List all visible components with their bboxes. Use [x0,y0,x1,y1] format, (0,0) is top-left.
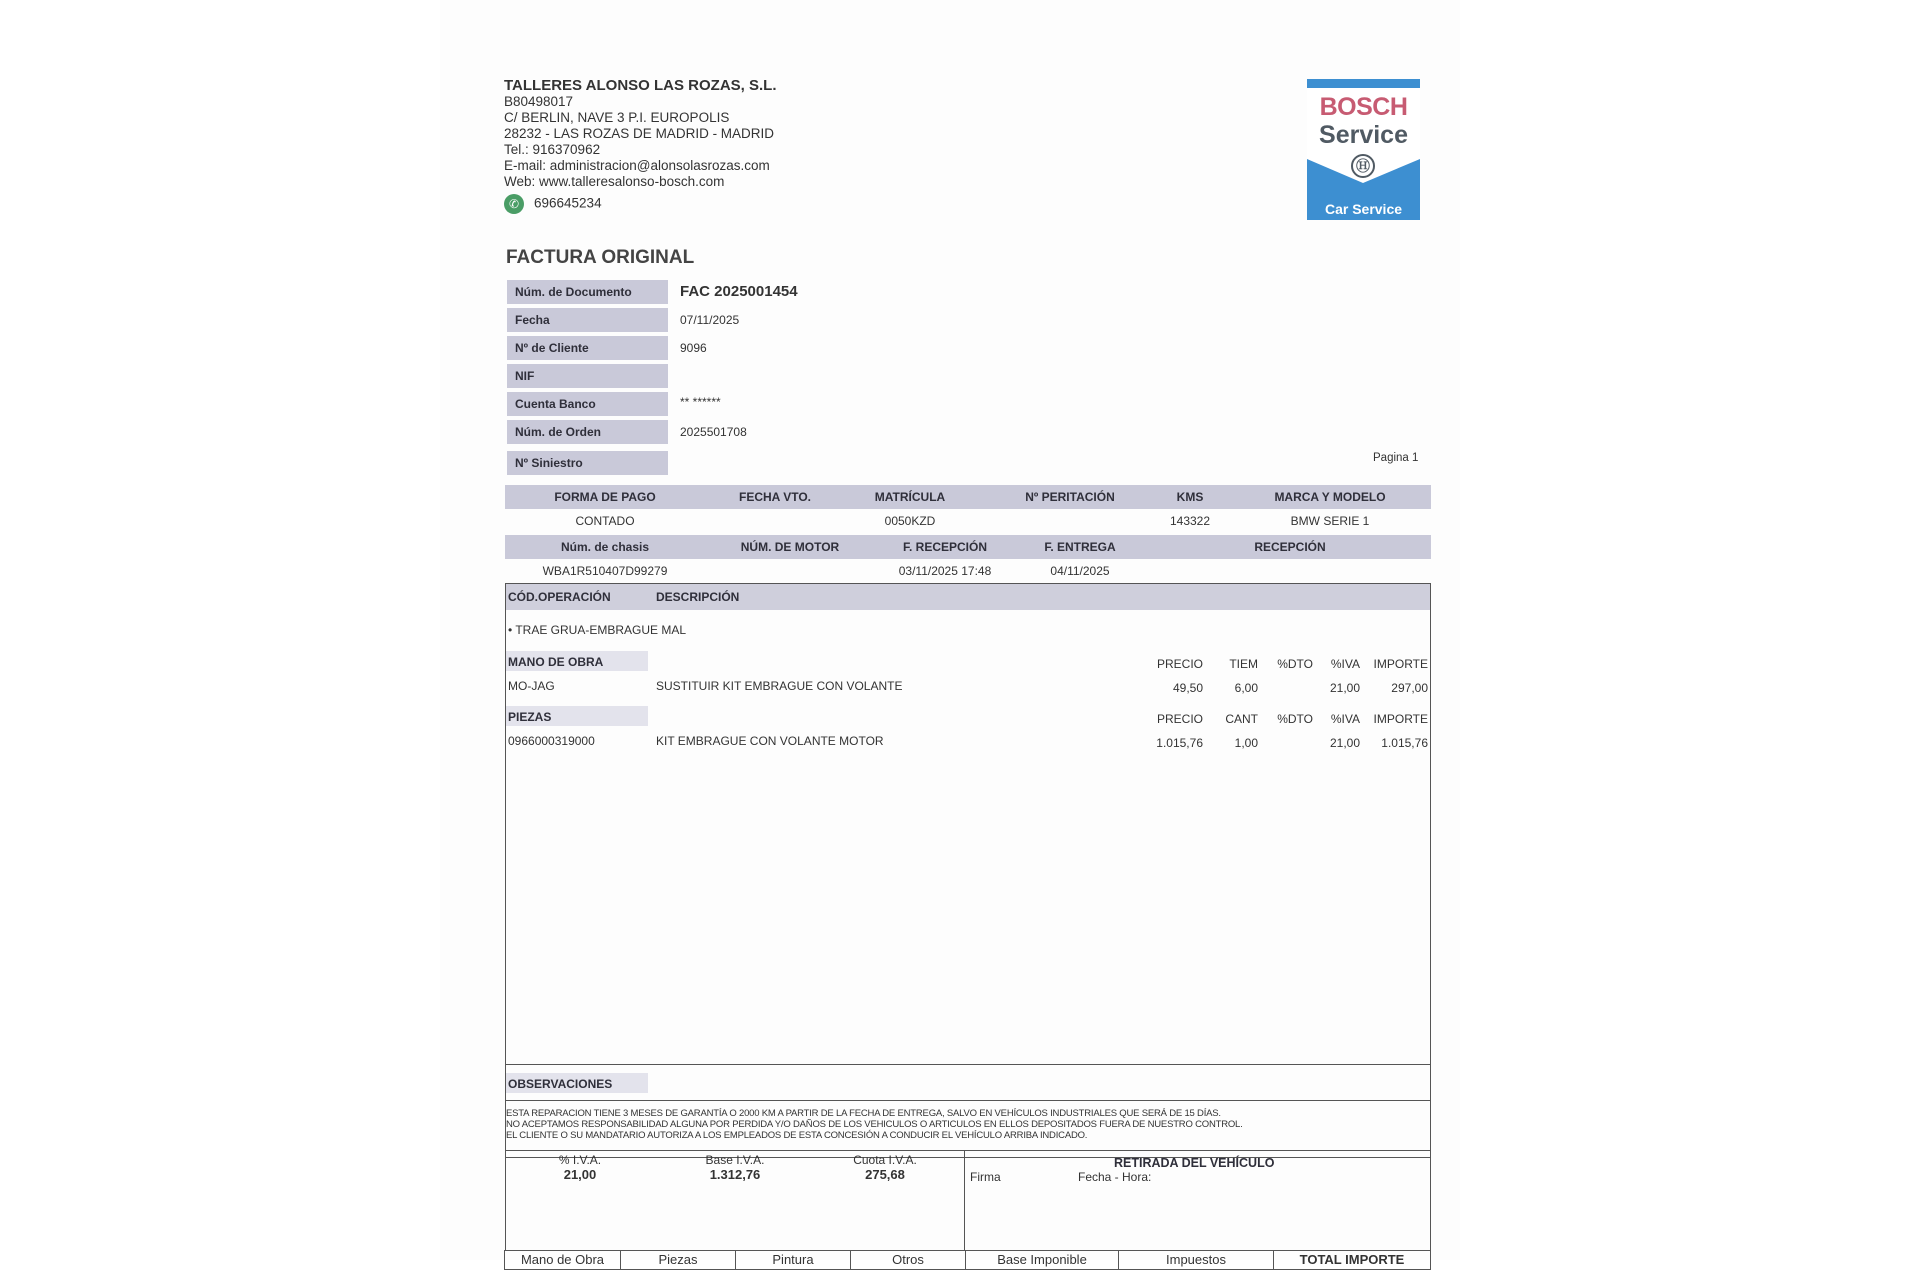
meta-value-cliente: 9096 [680,341,707,355]
company-name: TALLERES ALONSO LAS ROZAS, S.L. [504,77,777,94]
col-f-entrega: F. ENTREGA [1044,540,1116,554]
observaciones-top-rule [505,1064,1431,1065]
parts-item-code: 0966000319000 [508,734,595,748]
col-recepcion: RECEPCIÓN [1254,540,1326,554]
labor-item-iva: 21,00 [1329,681,1360,695]
logo-brand: BOSCH [1319,93,1408,121]
parts-item-precio: 1.015,76 [1156,736,1203,750]
footer-mano-obra: Mano de Obra [504,1250,621,1270]
parts-item-desc: KIT EMBRAGUE CON VOLANTE MOTOR [656,734,884,748]
footer-pintura: Pintura [735,1250,851,1270]
col-marca-modelo: MARCA Y MODELO [1274,490,1386,504]
meta-value-cuenta: ** ****** [680,395,721,409]
col-fecha-vto: FECHA VTO. [738,490,811,504]
val-kms: 143322 [1169,514,1211,528]
base-iva-label: Base I.V.A. [705,1153,765,1167]
logo-service: Service [1319,121,1408,149]
parts-col-importe: IMPORTE [1373,712,1428,726]
val-marca-modelo: BMW SERIE 1 [1290,514,1370,528]
labor-col-iva: %IVA [1330,657,1360,671]
meta-label-fecha: Fecha [507,308,668,332]
totals-divider [964,1150,965,1250]
company-info [504,78,777,214]
labor-item-precio: 49,50 [1172,681,1203,695]
parts-col-precio: PRECIO [1156,712,1203,726]
iva-pct-label: % I.V.A. [558,1153,602,1167]
labor-title: MANO DE OBRA [508,655,604,669]
col-peritacion: Nº PERITACIÓN [1025,490,1115,504]
meta-label-cuenta: Cuenta Banco [507,392,668,416]
parts-item-importe: 1.015,76 [1381,736,1428,750]
cuota-iva-value: 275,68 [865,1167,905,1182]
iva-pct-value: 21,00 [563,1167,597,1182]
company-whatsapp [504,194,777,214]
whatsapp-icon: ✆ [504,194,524,214]
footer-piezas: Piezas [620,1250,736,1270]
retirada-firma: Firma [970,1170,1001,1184]
parts-col-cant: CANT [1225,712,1258,726]
operations-header [506,584,1430,610]
col-f-recepcion: F. RECEPCIÓN [902,540,987,554]
company-address-line1: C/ BERLIN, NAVE 3 P.I. EUROPOLIS [504,110,730,125]
labor-col-dto: %DTO [1277,657,1313,671]
val-forma-pago: CONTADO [575,514,635,528]
val-matricula: 0050KZD [884,514,936,528]
totals-left-rule [505,1150,506,1250]
logo-tagline: Car Service [1324,201,1403,217]
col-descripcion: DESCRIPCIÓN [656,590,740,604]
company-phone: Tel.: 916370962 [504,142,601,157]
col-cod-operacion: CÓD.OPERACIÓN [508,590,611,604]
col-matricula: MATRÍCULA [874,490,946,504]
document-title: FACTURA ORIGINAL [506,247,695,268]
meta-label-orden: Núm. de Orden [507,420,668,444]
meta-value-documento: FAC 2025001454 [680,283,798,300]
company-web: Web: www.talleresalonso-bosch.com [504,174,725,189]
footer-total-importe: TOTAL IMPORTE [1273,1250,1431,1270]
parts-col-iva: %IVA [1330,712,1360,726]
company-cif: B80498017 [504,94,574,109]
labor-item-code: MO-JAG [508,679,555,693]
bosch-service-logo [1307,79,1420,220]
meta-label-documento: Núm. de Documento [507,280,668,304]
observaciones-title: OBSERVACIONES [508,1077,613,1091]
parts-item-iva: 21,00 [1329,736,1360,750]
page-number: Pagina 1 [1373,452,1419,464]
totals-top-rule [505,1150,1431,1151]
bosch-anchor-icon: Ⓗ [1351,154,1375,178]
val-f-recepcion: 03/11/2025 17:48 [898,564,992,578]
cuota-iva-label: Cuota I.V.A. [853,1153,917,1167]
company-address-line2: 28232 - LAS ROZAS DE MADRID - MADRID [504,126,775,141]
footer-otros: Otros [850,1250,966,1270]
val-f-entrega: 04/11/2025 [1050,564,1110,578]
col-forma-pago: FORMA DE PAGO [554,490,656,504]
whatsapp-number: 696645234 [534,195,602,211]
company-email: E-mail: administracion@alonsolasrozas.com [504,158,770,173]
parts-item-cant: 1,00 [1234,736,1258,750]
observaciones-line-3: EL CLIENTE O SU MANDATARIO AUTORIZA A LOS EMPLEADOS DE ESTA CONCESIÓN A CONDUCIR EL VEHÍCULO ARRIBA INDICADO. [506,1130,1088,1141]
observaciones-line-2: NO ACEPTAMOS RESPONSABILIDAD ALGUNA POR PERDIDA Y/O DAÑOS DE LOS VEHICULOS O ARTICULOS EN ELLOS DEPOSITADOS FUERA DE NUESTRO CONTROL. [506,1119,1243,1130]
labor-item-tiem: 6,00 [1234,681,1258,695]
operations-note: • TRAE GRUA-EMBRAGUE MAL [508,623,687,637]
labor-col-precio: PRECIO [1156,657,1203,671]
parts-title: PIEZAS [508,710,552,724]
meta-value-fecha: 07/11/2025 [680,313,740,327]
observaciones-line-1: ESTA REPARACION TIENE 3 MESES DE GARANTÍA O 2000 KM A PARTIR DE LA FECHA DE ENTREGA, SALVO EN VEHÍCULOS INDUSTRIALES QUE SERÁ DE 15 DÍAS. [506,1108,1221,1119]
retirada-fecha-hora: Fecha - Hora: [1078,1170,1152,1184]
base-iva-value: 1.312,76 [709,1167,761,1182]
footer-impuestos: Impuestos [1118,1250,1274,1270]
labor-item-importe: 297,00 [1391,681,1428,695]
parts-col-dto: %DTO [1277,712,1313,726]
val-chasis: WBA1R510407D99279 [542,564,668,578]
meta-label-siniestro: Nº Siniestro [507,451,668,475]
totals-right-rule [1430,1150,1431,1250]
col-kms: KMS [1176,490,1204,504]
labor-col-importe: IMPORTE [1373,657,1428,671]
footer-base-imponible: Base Imponible [965,1250,1119,1270]
labor-col-tiem: TIEM [1229,657,1258,671]
meta-label-nif: NIF [507,364,668,388]
meta-value-orden: 2025501708 [680,425,747,439]
observaciones-rule [505,1100,1431,1101]
labor-item-desc: SUSTITUIR KIT EMBRAGUE CON VOLANTE [656,679,903,693]
meta-label-cliente: Nº de Cliente [507,336,668,360]
col-motor: NÚM. DE MOTOR [740,540,840,554]
col-chasis: Núm. de chasis [560,540,650,554]
retirada-title: RETIRADA DEL VEHÍCULO [1114,1156,1275,1170]
